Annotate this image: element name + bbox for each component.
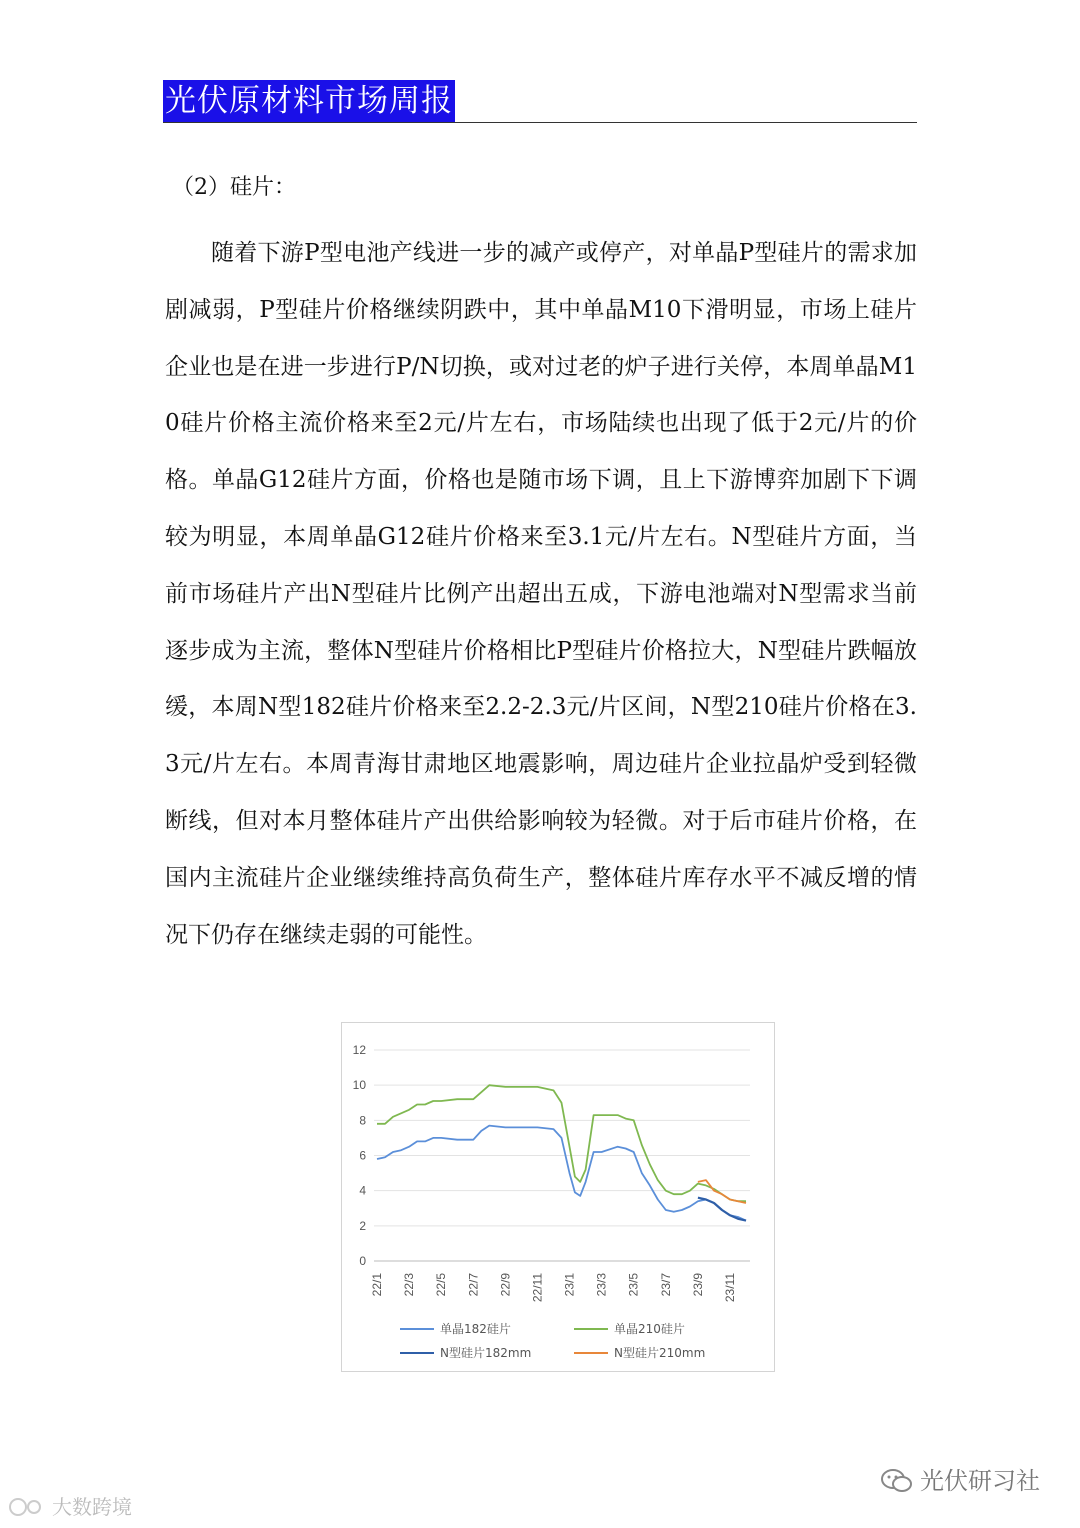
header-divider xyxy=(163,122,917,123)
x-tick-label: 23/11 xyxy=(723,1273,737,1303)
body-paragraph: 随着下游P型电池产线进一步的减产或停产，对单晶P型硅片的需求加剧减弱，P型硅片价格继续阴跌中，其中单晶M10下滑明显，市场上硅片企业也是在进一步进行P/N切换，或对过老的炉子进行关停，本周单晶M10硅片价格主流价格来至2元/片左右，市场陆续也出现了低于2元/片的价格。单晶G12硅片方面，价格也是随市场下调，且上下游博弈加剧下下调较为明显，本周单晶G12硅片价格来至3.1元/片左右。N型硅片方面，当前市场硅片产出N型硅片比例产出超出五成，下游电池端对N型需求当前逐步成为主流，整体N型硅片价格相比P型硅片价格拉大，N型硅片跌幅放缓，本周N型182硅片价格来至2.2-2.3元/片区间，N型210硅片价格在3.3元/片左右。本周青海甘肃地区地震影响，周边硅片企业拉晶炉受到轻微断线，但对本月整体硅片产出供给影响较为轻微。对于后市硅片价格，在国内主流硅片企业继续维持高负荷生产，整体硅片库存水平不减反增的情况下仍存在继续走弱的可能性。 xyxy=(165,240,917,948)
x-tick-label: 22/9 xyxy=(498,1273,513,1297)
chart-grid xyxy=(374,1050,750,1261)
x-tick-label: 23/5 xyxy=(626,1273,641,1297)
x-tick-label: 22/1 xyxy=(370,1273,384,1297)
y-tick-label: 6 xyxy=(359,1148,366,1163)
series-line-0 xyxy=(377,1126,746,1221)
watermark-right-text: 光伏研习社 xyxy=(920,1467,1040,1495)
chart-series xyxy=(377,1085,746,1220)
x-axis-ticks xyxy=(370,1273,737,1302)
y-tick-label: 12 xyxy=(352,1043,366,1057)
x-tick-label: 22/11 xyxy=(530,1273,545,1303)
wechat-icon xyxy=(880,1467,914,1495)
price-chart xyxy=(341,1022,775,1372)
legend-label: N型硅片210mm xyxy=(614,1346,706,1360)
watermark-left-text: 大数跨境 xyxy=(52,1495,132,1519)
section-heading: （2）硅片： xyxy=(172,175,296,200)
watermark-right xyxy=(880,1463,1040,1499)
x-tick-label: 22/5 xyxy=(434,1273,449,1297)
x-tick-label: 22/3 xyxy=(402,1273,417,1297)
series-line-1 xyxy=(377,1085,746,1201)
x-tick-label: 23/7 xyxy=(658,1273,673,1297)
x-tick-label: 23/3 xyxy=(594,1273,609,1297)
x-tick-label: 22/7 xyxy=(466,1273,481,1297)
y-tick-label: 2 xyxy=(359,1218,366,1233)
chart-legend xyxy=(400,1321,705,1360)
report-title: 光伏原材料市场周报 xyxy=(163,80,455,122)
y-tick-label: 4 xyxy=(359,1183,366,1198)
legend-label: N型硅片182mm xyxy=(440,1346,532,1360)
y-tick-label: 0 xyxy=(359,1254,366,1268)
x-tick-label: 23/1 xyxy=(562,1273,577,1297)
legend-label: 单晶182硅片 xyxy=(440,1322,511,1336)
price-chart-svg xyxy=(342,1023,776,1373)
y-tick-label: 10 xyxy=(352,1078,366,1093)
x-tick-label: 23/9 xyxy=(690,1273,705,1297)
y-tick-label: 8 xyxy=(359,1113,366,1128)
legend-label: 单晶210硅片 xyxy=(614,1322,685,1336)
y-axis-ticks xyxy=(353,1043,367,1268)
logo-icon xyxy=(8,1495,48,1519)
watermark-left xyxy=(8,1492,132,1522)
